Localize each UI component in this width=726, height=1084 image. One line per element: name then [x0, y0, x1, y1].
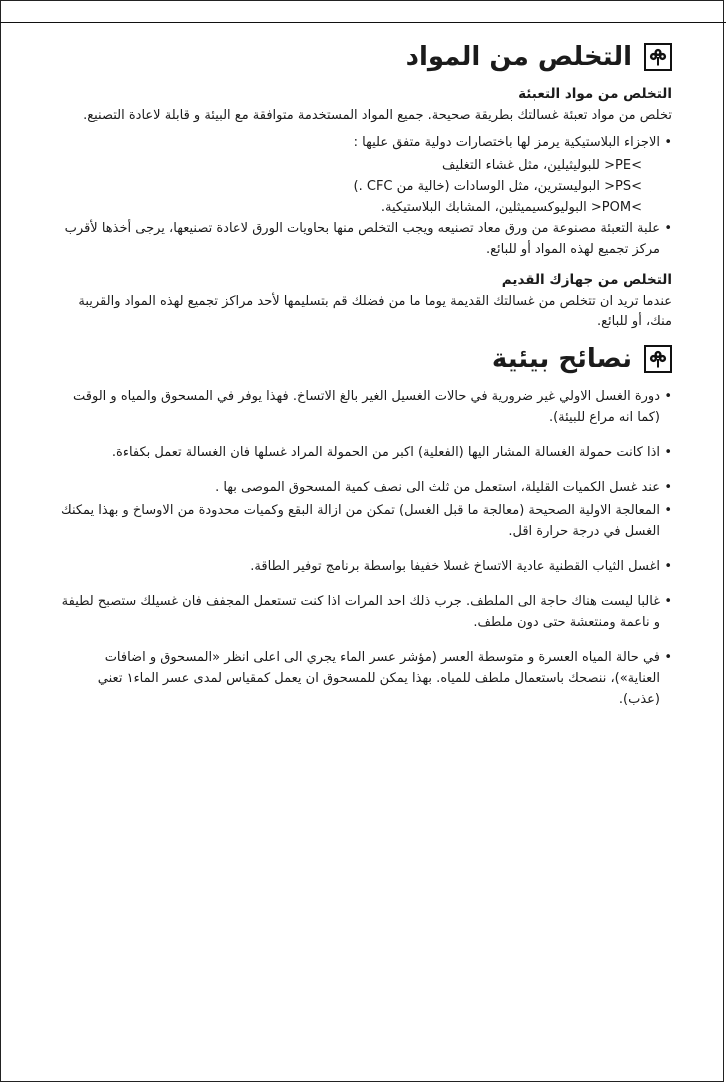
tip-item: • دورة الغسل الاولي غير ضرورية في حالات الغسيل الغير بالغ الاتساخ. فهذا يوفر في المسحوق والمياه و الوقت (كما انه مراع للبيئة). [60, 386, 672, 428]
tip-item: • اغسل الثياب القطنية عادية الاتساخ غسلا خفيفا بواسطة برنامج توفير الطاقة. [60, 556, 672, 577]
manual-page [60, 30, 672, 712]
tip-item: • اذا كانت حمولة الغسالة المشار اليها (الفعلية) اكبر من الحمولة المراد غسلها فان الغسالة تعمل بكفاءة. [60, 442, 672, 463]
bullet-cardboard: • علبة التعبئة مصنوعة من ورق معاد تصنيعه ويجب التخلص منها بحاويات الورق لاعادة تصنيعها، يرجى أخذها لأقرب مركز تجميع لهذه المواد أو للبائع. [60, 218, 672, 260]
bullet-plastic-parts: • الاجزاء البلاستيكية يرمز لها باختصارات دولية متفق عليها : [60, 132, 672, 153]
section-title: نصائح بيئية [491, 344, 632, 374]
tip-item: • غالبا ليست هناك حاجة الى الملطف. جرب ذلك احد المرات اذا كنت تستعمل المجفف فان غسيلك ستصبح لطيفة و ناعمة ومنتعشة حتى دون ملطف. [60, 591, 672, 633]
top-rule [0, 22, 726, 23]
old-appliance-text: عندما تريد ان تتخلص من غسالتك القديمة يوما ما من فضلك قم بتسليمها لأحد مراكز تجميع لهذه المواد والقريبة منك، أو للبائع. [78, 294, 672, 329]
packaging-intro: تخلص من مواد تعبئة غسالتك بطريقة صحيحة. جميع المواد المستخدمة متوافقة مع البيئة و قابلة لاعادة التصنيع. [83, 108, 672, 123]
section-title: التخلص من المواد [405, 42, 632, 72]
section-heading-disposal [60, 40, 672, 74]
tip-item: • المعالجة الاولية الصحيحة (معالجة ما قبل الغسل) تمكن من ازالة البقع وكميات محدودة من الاوساخ و بهذا يمكنك الغسل في درجة حرارة اقل. [60, 500, 672, 542]
code-line-pe: >PE< للبوليثيلين، مثل غشاء التغليف [442, 158, 642, 173]
subheading-old-appliance: التخلص من جهازك القديم [501, 272, 672, 288]
section-heading-eco-tips [60, 342, 672, 376]
clover-icon [644, 345, 672, 373]
code-line-pom: >POM< البوليوكسيميثلين، المشابك البلاستيكية. [380, 200, 642, 215]
tip-item: • عند غسل الكميات القليلة، استعمل من ثلث الى نصف كمية المسحوق الموصى بها . [60, 477, 672, 498]
clover-icon [644, 43, 672, 71]
code-line-ps: >PS< البوليسترين، مثل الوسادات (خالية من CFC .) [353, 179, 642, 194]
tip-item: • في حالة المياه العسرة و متوسطة العسر (مؤشر عسر الماء يجري الى اعلى انظر «المسحوق و اضافات العناية»)، ننصحك باستعمال ملطف للمياه. بهذا يمكن للمسحوق ان يعمل كمقياس لمدى عسر الماء١ تعني (عذب). [60, 647, 672, 710]
subheading-packaging: التخلص من مواد التعبئة [518, 86, 672, 102]
